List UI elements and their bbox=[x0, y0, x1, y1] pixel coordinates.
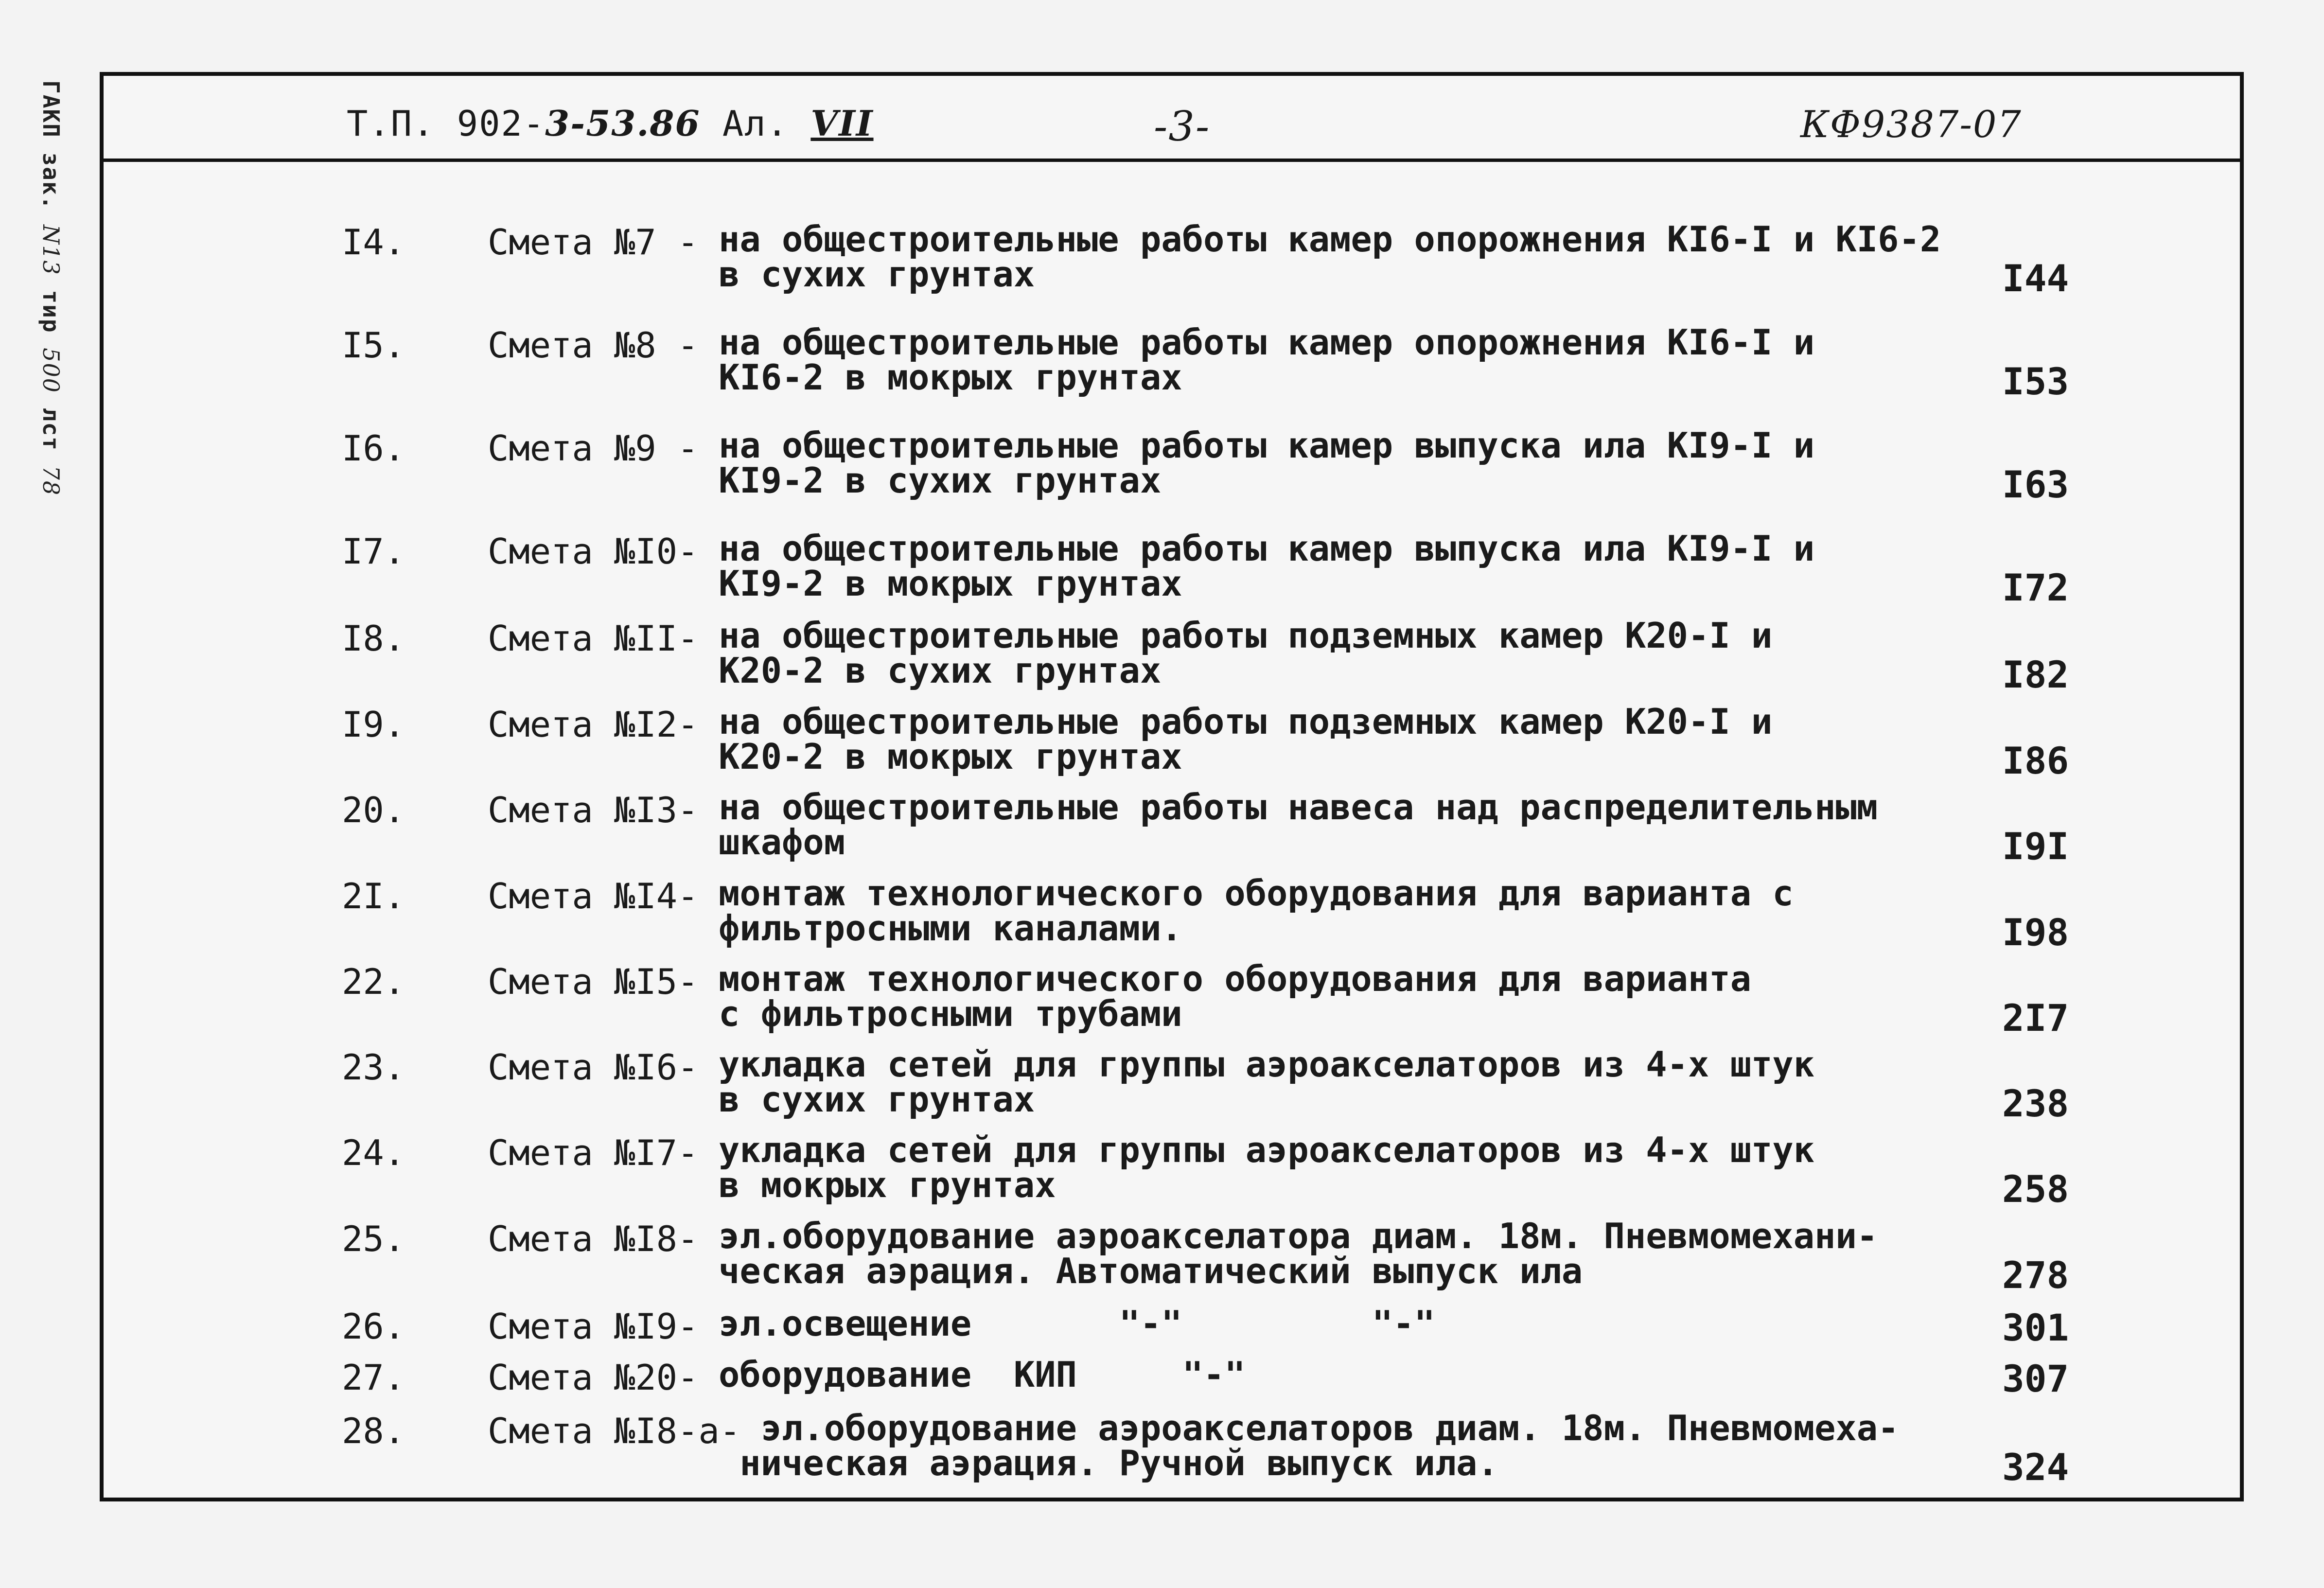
stamp-sheet: лст bbox=[38, 407, 64, 451]
entry-description-line: оборудование КИП "-" bbox=[719, 1354, 1246, 1395]
document-frame bbox=[100, 72, 2244, 1501]
entry-label: Смета №I8- bbox=[488, 1218, 699, 1259]
entry-label: Смета №I7- bbox=[488, 1132, 699, 1173]
entry-description-line: эл.освещение "-" "-" bbox=[719, 1303, 1435, 1344]
entry-description-line: укладка сетей для группы аэроакселаторов из 4-х штук bbox=[719, 1044, 1815, 1085]
entry-description-line: на общестроительные работы камер выпуска ила КI9-I и bbox=[719, 528, 1815, 569]
entry-page: 301 bbox=[2002, 1306, 2069, 1349]
entry-description bbox=[719, 958, 2080, 1034]
document-code: КФ9387-07 bbox=[1800, 103, 2022, 146]
entry-description-line: монтаж технологического оборудования для варианта bbox=[719, 958, 1752, 999]
entry-label: Смета №I8-а- bbox=[488, 1411, 741, 1451]
entry-number: 26. bbox=[342, 1306, 405, 1347]
entry-description-line: эл.оборудование аэроакселатора диам. 18м. Пневмомехани- bbox=[719, 1216, 1878, 1256]
stamp-sheet-no: 78 bbox=[38, 465, 64, 496]
entry-description-line: на общестроительные работы навеса над распределительным bbox=[719, 787, 1878, 828]
entry-label: Смета №I6- bbox=[488, 1047, 699, 1088]
entry-description bbox=[719, 528, 2080, 604]
entry-label: Смета №II- bbox=[488, 618, 699, 659]
entry-page: 2I7 bbox=[2002, 996, 2069, 1040]
entry-description bbox=[719, 873, 2080, 949]
entry-page: I63 bbox=[2002, 463, 2069, 506]
entry-description-line: с фильтросными трубами bbox=[719, 993, 1182, 1034]
entry-page: 258 bbox=[2002, 1167, 2069, 1211]
entry-description bbox=[719, 1303, 2080, 1344]
entry-number: I5. bbox=[342, 325, 405, 366]
entry-description-line: КI9-2 в мокрых грунтах bbox=[719, 563, 1182, 604]
entry-number: I4. bbox=[342, 222, 405, 263]
doc-suffix: Ал. bbox=[700, 103, 811, 144]
entry-description-line: укладка сетей для группы аэроакселаторов из 4-х штук bbox=[719, 1129, 1815, 1170]
entry-description-line: монтаж технологического оборудования для варианта с bbox=[719, 873, 1794, 914]
entry-label: Смета №I5- bbox=[488, 961, 699, 1002]
header-divider bbox=[104, 159, 2240, 162]
entry-number: I6. bbox=[342, 428, 405, 469]
document-number bbox=[347, 103, 874, 144]
entry-description bbox=[719, 701, 2080, 777]
entry-description-line: эл.оборудование аэроакселаторов диам. 18м. Пневмомеха- bbox=[719, 1408, 1899, 1448]
stamp-order-no: N13 bbox=[38, 224, 64, 276]
entry-page: I98 bbox=[2002, 911, 2069, 954]
entry-label: Смета №I9- bbox=[488, 1306, 699, 1347]
entry-label: Смета №20- bbox=[488, 1357, 699, 1398]
entry-description bbox=[719, 1216, 2080, 1291]
entry-description bbox=[719, 1044, 2080, 1120]
entry-description-line: КI9-2 в сухих грунтах bbox=[719, 460, 1162, 501]
entry-description bbox=[719, 219, 2080, 295]
entry-description-line: ническая аэрация. Ручной выпуск ила. bbox=[719, 1443, 1498, 1483]
doc-prefix: Т.П. 902- bbox=[347, 103, 546, 144]
stamp-copy-no: 500 bbox=[38, 348, 64, 394]
entry-description bbox=[719, 1129, 2080, 1205]
entry-description-line: на общестроительные работы подземных камер К20-I и bbox=[719, 615, 1773, 656]
entry-label: Смета №I0- bbox=[488, 531, 699, 572]
stamp-org: ГАКП bbox=[38, 80, 64, 138]
entry-description-line: КI6-2 в мокрых грунтах bbox=[719, 357, 1182, 398]
doc-handwritten: 3-53.86 bbox=[545, 103, 701, 144]
entry-page: I44 bbox=[2002, 257, 2069, 300]
entry-description-line: на общестроительные работы камер выпуска ила КI9-I и bbox=[719, 425, 1815, 466]
entry-description-line: в сухих грунтах bbox=[719, 254, 1035, 295]
entry-label: Смета №I3- bbox=[488, 790, 699, 830]
entry-number: I8. bbox=[342, 618, 405, 659]
entry-number: 22. bbox=[342, 961, 405, 1002]
entry-page: 238 bbox=[2002, 1082, 2069, 1125]
entry-number: 25. bbox=[342, 1218, 405, 1259]
entry-number: 20. bbox=[342, 790, 405, 830]
entry-label: Смета №I2- bbox=[488, 704, 699, 745]
entry-page: 278 bbox=[2002, 1253, 2069, 1297]
entry-description-line: в сухих грунтах bbox=[719, 1079, 1035, 1120]
entry-description-line: на общестроительные работы камер опорожнения КI6-I и КI6-2 bbox=[719, 219, 1941, 260]
entry-page: 307 bbox=[2002, 1357, 2069, 1400]
entry-number: I7. bbox=[342, 531, 405, 572]
entry-number: I9. bbox=[342, 704, 405, 745]
entry-description bbox=[719, 425, 2080, 501]
entry-description bbox=[719, 1408, 2080, 1483]
entry-description bbox=[719, 322, 2080, 398]
entry-number: 24. bbox=[342, 1132, 405, 1173]
entry-description-line: на общестроительные работы камер опорожнения КI6-I и bbox=[719, 322, 1815, 363]
entry-page: I86 bbox=[2002, 739, 2069, 782]
stamp-order: зак. bbox=[38, 152, 64, 211]
entry-page: 324 bbox=[2002, 1446, 2069, 1489]
album-number: VII bbox=[810, 103, 874, 144]
entry-description-line: ческая аэрация. Автоматический выпуск ила bbox=[719, 1251, 1583, 1291]
entry-description-line: К20-2 в мокрых грунтах bbox=[719, 736, 1182, 777]
entry-label: Смета №9 - bbox=[488, 428, 699, 469]
entry-description bbox=[719, 615, 2080, 691]
side-stamp bbox=[38, 80, 64, 496]
entry-label: Смета №8 - bbox=[488, 325, 699, 366]
entry-description bbox=[719, 1354, 2080, 1395]
entry-page: I82 bbox=[2002, 653, 2069, 696]
stamp-copy: тир bbox=[38, 290, 64, 334]
entry-page: I9I bbox=[2002, 825, 2069, 868]
entry-number: 28. bbox=[342, 1411, 405, 1451]
entry-number: 23. bbox=[342, 1047, 405, 1088]
entry-label: Смета №7 - bbox=[488, 222, 699, 263]
entry-description bbox=[719, 787, 2080, 863]
entry-label: Смета №I4- bbox=[488, 876, 699, 917]
entry-description-line: на общестроительные работы подземных камер К20-I и bbox=[719, 701, 1773, 742]
page-number: -3- bbox=[1154, 103, 1211, 150]
entry-page: I53 bbox=[2002, 360, 2069, 403]
entry-number: 2I. bbox=[342, 876, 405, 917]
entry-description-line: шкафом bbox=[719, 822, 845, 863]
entry-description-line: в мокрых грунтах bbox=[719, 1165, 1056, 1205]
entry-number: 27. bbox=[342, 1357, 405, 1398]
entry-page: I72 bbox=[2002, 566, 2069, 609]
entry-description-line: фильтросными каналами. bbox=[719, 908, 1182, 949]
entry-description-line: К20-2 в сухих грунтах bbox=[719, 650, 1162, 691]
